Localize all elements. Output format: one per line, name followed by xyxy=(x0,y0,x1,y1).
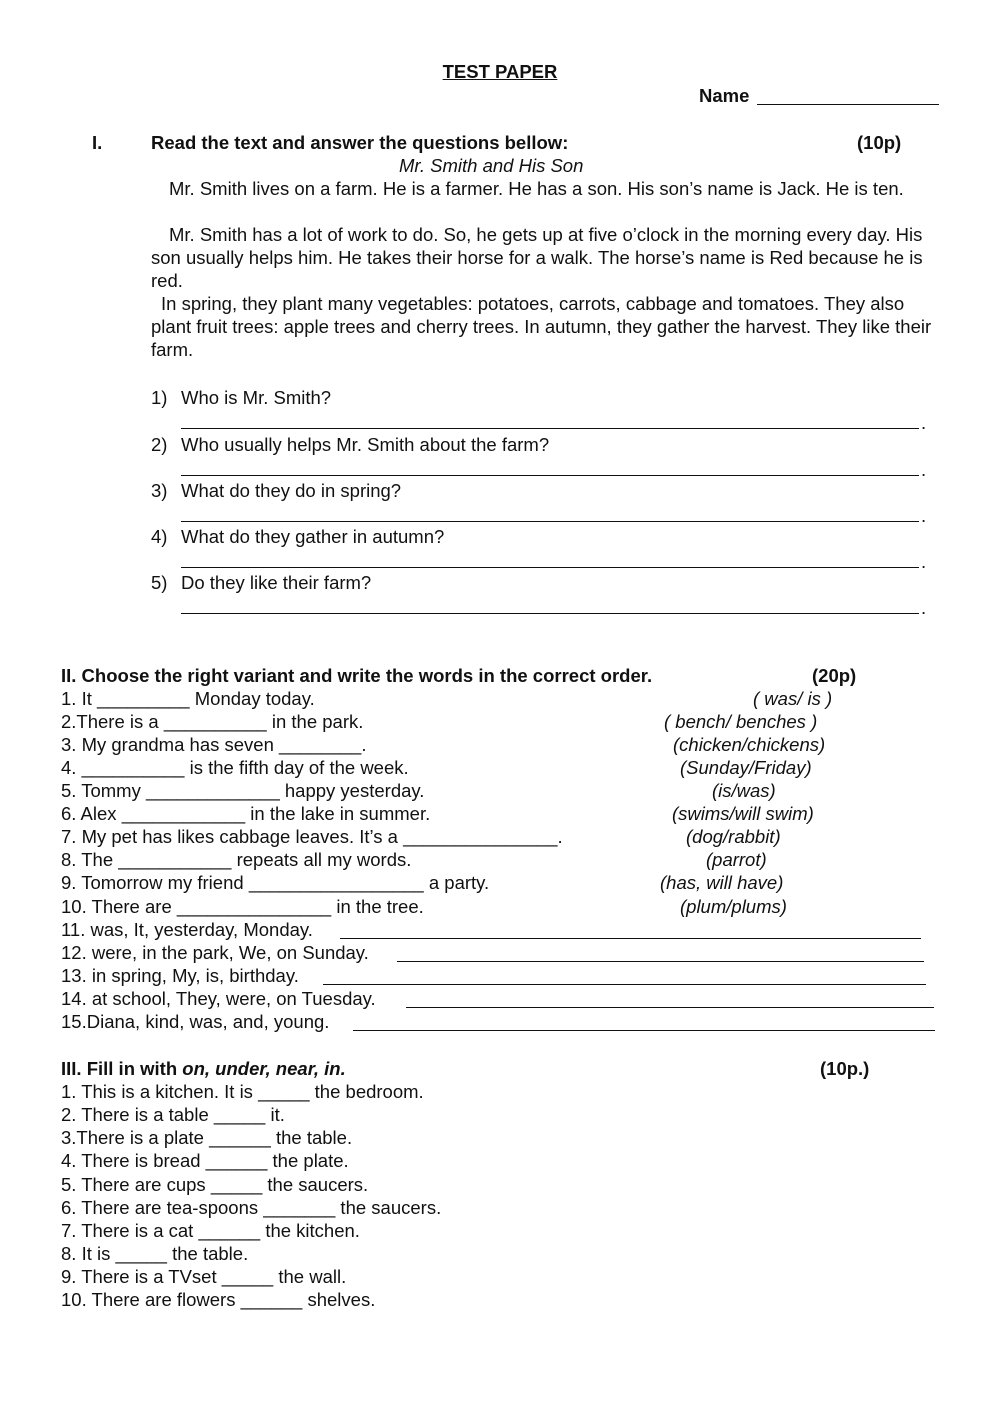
answer-blank[interactable]: ______ xyxy=(240,1289,303,1310)
choice-item-8 xyxy=(61,848,411,871)
question-5-period: . xyxy=(921,597,927,618)
question-5-text: Do they like their farm? xyxy=(181,572,372,593)
fill-item-text: 6. There are tea-spoons xyxy=(61,1197,264,1218)
fill-item-8 xyxy=(61,1242,248,1265)
section-3-points: (10p.) xyxy=(820,1058,870,1079)
fill-item-text: the saucers. xyxy=(262,1174,369,1195)
answer-blank[interactable]: ______ xyxy=(205,1150,268,1171)
choice-item-text: 7. My pet has likes cabbage leaves. It’s a xyxy=(61,826,404,847)
answer-blank[interactable]: ___________ xyxy=(118,849,232,870)
section-3-instruction-prefix: III. Fill in with xyxy=(61,1058,183,1079)
order-item-12: 12. were, in the park, We, on Sunday. xyxy=(61,942,369,963)
choice-item-text: in the lake in summer. xyxy=(245,803,431,824)
fill-item-text: the saucers. xyxy=(335,1197,442,1218)
fill-item-text: 2. There is a table xyxy=(61,1104,214,1125)
section-2-instruction: II. Choose the right variant and write the words in the correct order. xyxy=(61,665,653,686)
choice-hint-3: (chicken/chickens) xyxy=(673,734,826,755)
question-5-answer-line[interactable] xyxy=(181,613,919,614)
answer-blank[interactable]: ______ xyxy=(209,1127,271,1148)
fill-item-6 xyxy=(61,1196,441,1219)
choice-item-2 xyxy=(61,710,363,733)
answer-blank[interactable]: _______________ xyxy=(176,896,332,917)
question-2-text: Who usually helps Mr. Smith about the farm? xyxy=(181,434,550,455)
choice-hint-9: (has, will have) xyxy=(660,872,784,893)
story-title: Mr. Smith and His Son xyxy=(399,155,584,176)
question-4-text: What do they gather in autumn? xyxy=(181,526,445,547)
choice-item-text: 6. Alex xyxy=(61,803,122,824)
fill-item-4 xyxy=(61,1149,349,1172)
choice-item-text: 2.There is a xyxy=(61,711,164,732)
choice-item-text: 3. My grandma has seven xyxy=(61,734,279,755)
question-3-answer-line[interactable] xyxy=(181,521,919,522)
fill-item-2 xyxy=(61,1103,285,1126)
question-2-answer-line[interactable] xyxy=(181,475,919,476)
fill-item-text: shelves. xyxy=(302,1289,376,1310)
fill-item-10 xyxy=(61,1288,375,1311)
answer-blank[interactable]: _________________ xyxy=(248,872,424,893)
fill-item-text: 9. There is a TVset xyxy=(61,1266,222,1287)
fill-item-text: 10. There are flowers xyxy=(61,1289,241,1310)
fill-item-text: 7. There is a cat xyxy=(61,1220,199,1241)
answer-blank[interactable]: _____________ xyxy=(145,780,280,801)
question-4-period: . xyxy=(921,551,927,572)
choice-item-text: . xyxy=(361,734,367,755)
choice-item-4 xyxy=(61,756,409,779)
choice-item-text: 9. Tomorrow my friend xyxy=(61,872,249,893)
question-1-number: 1) xyxy=(151,387,168,408)
choice-item-text: . xyxy=(557,826,563,847)
question-3-number: 3) xyxy=(151,480,168,501)
name-field-line[interactable] xyxy=(757,104,939,105)
choice-item-text: Monday today. xyxy=(189,688,315,709)
answer-blank[interactable]: _______ xyxy=(263,1197,336,1218)
fill-item-text: 1. This is a kitchen. It is xyxy=(61,1081,259,1102)
answer-blank[interactable]: __________ xyxy=(163,711,267,732)
fill-item-text: the kitchen. xyxy=(260,1220,360,1241)
story-paragraph-2: Mr. Smith has a lot of work to do. So, he gets up at five o’clock in the morning every day. His son usually helps him. He takes their horse for a walk. The horse’s name is Red because he is red. xyxy=(151,224,923,291)
choice-hint-6: (swims/will swim) xyxy=(672,803,814,824)
order-item-13: 13. in spring, My, is, birthday. xyxy=(61,965,299,986)
choice-hint-1: ( was/ is ) xyxy=(753,688,833,709)
order-item-15-answer-line[interactable] xyxy=(353,1030,935,1031)
choice-hint-2: ( bench/ benches ) xyxy=(664,711,818,732)
fill-item-text: it. xyxy=(265,1104,285,1125)
fill-item-text: 5. There are cups xyxy=(61,1174,211,1195)
choice-item-text: 1. It xyxy=(61,688,97,709)
answer-blank[interactable]: ______ xyxy=(198,1220,261,1241)
question-4-answer-line[interactable] xyxy=(181,567,919,568)
choice-item-10 xyxy=(61,895,424,918)
choice-item-text: is the fifth day of the week. xyxy=(184,757,409,778)
choice-item-text: a party. xyxy=(423,872,490,893)
question-1-text: Who is Mr. Smith? xyxy=(181,387,332,408)
fill-item-5 xyxy=(61,1173,368,1196)
fill-item-text: 8. It is xyxy=(61,1243,116,1264)
story-paragraph-3: In spring, they plant many vegetables: potatoes, carrots, cabbage and tomatoes. They also plant fruit trees: apple trees and cherry trees. In autumn, they gather the harvest. They like their farm. xyxy=(151,293,932,360)
choice-item-text: 4. xyxy=(61,757,82,778)
order-item-13-answer-line[interactable] xyxy=(323,984,926,985)
choice-item-text: in the tree. xyxy=(331,896,424,917)
answer-blank[interactable]: __________ xyxy=(81,757,185,778)
question-2-number: 2) xyxy=(151,434,168,455)
answer-blank[interactable]: _____ xyxy=(115,1243,167,1264)
choice-item-1 xyxy=(61,687,315,710)
fill-item-text: the wall. xyxy=(273,1266,347,1287)
order-item-14-answer-line[interactable] xyxy=(406,1007,934,1008)
choice-item-5 xyxy=(61,779,424,802)
section-1-points: (10p) xyxy=(857,132,902,153)
answer-blank[interactable]: ________ xyxy=(279,734,362,755)
choice-hint-10: (plum/plums) xyxy=(680,896,787,917)
choice-item-text: happy yesterday. xyxy=(279,780,425,801)
question-2-period: . xyxy=(921,459,927,480)
fill-item-9 xyxy=(61,1265,346,1288)
section-3-instruction-words: on, under, near, in. xyxy=(182,1058,346,1079)
choice-hint-8: (parrot) xyxy=(706,849,767,870)
question-1-period: . xyxy=(921,412,927,433)
question-1-answer-line[interactable] xyxy=(181,428,919,429)
answer-blank[interactable]: _____ xyxy=(210,1174,263,1195)
choice-item-3 xyxy=(61,733,366,756)
choice-item-text: in the park. xyxy=(266,711,364,732)
section-3-instruction xyxy=(61,1057,346,1080)
order-item-15: 15.Diana, kind, was, and, young. xyxy=(61,1011,330,1032)
answer-blank[interactable]: _____ xyxy=(213,1104,266,1125)
choice-item-6 xyxy=(61,802,430,825)
choice-item-text: 5. Tommy xyxy=(61,780,146,801)
section-2-points: (20p) xyxy=(812,665,857,686)
answer-blank[interactable]: ____________ xyxy=(121,803,246,824)
section-1-numeral: I. xyxy=(92,132,103,153)
choice-item-text: repeats all my words. xyxy=(231,849,412,870)
fill-item-1 xyxy=(61,1080,424,1103)
question-3-text: What do they do in spring? xyxy=(181,480,402,501)
order-item-12-answer-line[interactable] xyxy=(397,961,924,962)
choice-item-7 xyxy=(61,825,563,848)
choice-item-text: 8. The xyxy=(61,849,119,870)
answer-blank[interactable]: _____ xyxy=(258,1081,310,1102)
choice-item-9 xyxy=(61,871,489,894)
choice-hint-7: (dog/rabbit) xyxy=(686,826,781,847)
fill-item-text: the plate. xyxy=(267,1150,349,1171)
section-1-instruction: Read the text and answer the questions bellow: xyxy=(151,132,569,153)
story-paragraph-1: Mr. Smith lives on a farm. He is a farmer. He has a son. His son’s name is Jack. He is ten. xyxy=(169,178,904,199)
name-label: Name xyxy=(699,85,750,106)
page-title: TEST PAPER xyxy=(442,61,558,82)
order-item-14: 14. at school, They, were, on Tuesday. xyxy=(61,988,376,1009)
choice-hint-4: (Sunday/Friday) xyxy=(680,757,812,778)
fill-item-text: the table. xyxy=(270,1127,353,1148)
fill-item-text: 3.There is a plate xyxy=(61,1127,210,1148)
order-item-11-answer-line[interactable] xyxy=(340,938,921,939)
question-3-period: . xyxy=(921,505,927,526)
fill-item-text: 4. There is bread xyxy=(61,1150,206,1171)
fill-item-text: the table. xyxy=(166,1243,249,1264)
order-item-11: 11. was, It, yesterday, Monday. xyxy=(61,919,313,940)
question-5-number: 5) xyxy=(151,572,168,593)
answer-blank[interactable]: _______________ xyxy=(403,826,558,847)
question-4-number: 4) xyxy=(151,526,168,547)
fill-item-3 xyxy=(61,1126,352,1149)
answer-blank[interactable]: _____ xyxy=(221,1266,274,1287)
choice-hint-5: (is/was) xyxy=(712,780,776,801)
choice-item-text: 10. There are xyxy=(61,896,177,917)
answer-blank[interactable]: _________ xyxy=(97,688,190,709)
fill-item-text: the bedroom. xyxy=(309,1081,424,1102)
fill-item-7 xyxy=(61,1219,360,1242)
